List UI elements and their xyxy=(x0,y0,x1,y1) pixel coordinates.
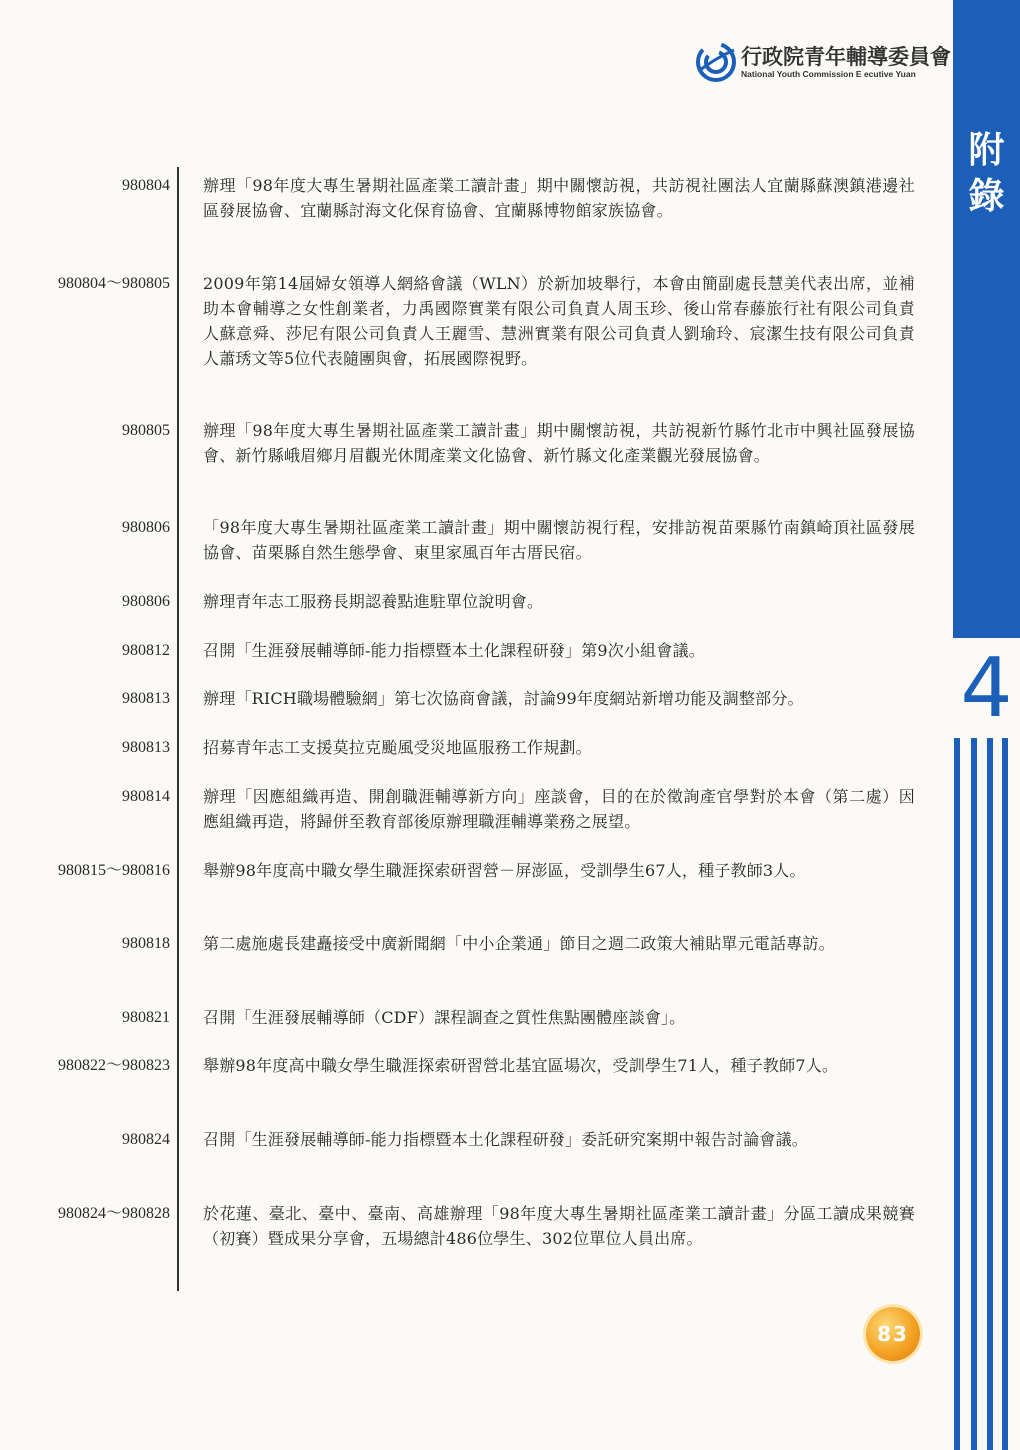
entry-description: 召開「生涯發展輔導師-能力指標暨本土化課程研發」第9次小組會議。 xyxy=(203,641,705,660)
decorative-stripe xyxy=(987,738,993,1450)
appendix-title-line2: 錄 xyxy=(968,176,1005,217)
entry-description: 第二處施處長建矗接受中廣新聞網「中小企業通」節目之週二政策大補貼單元電話專訪。 xyxy=(203,934,835,953)
entry-description: 「98年度大專生暑期社區產業工讀計畫」期中關懷訪視行程，安排訪視苗栗縣竹南鎮崎頂社區發展協會、苗栗縣自然生態學會、東里家風百年古厝民宿。 xyxy=(203,518,915,562)
side-band xyxy=(953,0,1020,638)
entry-date: 980824～980828 xyxy=(57,1205,170,1222)
entry-date: 980824 xyxy=(122,1131,170,1148)
entry-date: 980812 xyxy=(122,642,170,659)
entry-date: 980806 xyxy=(122,519,170,536)
entry-date: 980806 xyxy=(122,593,170,610)
entry-description: 舉辦98年度高中職女學生職涯探索研習營北基宜區場次，受訓學生71人，種子教師7人。 xyxy=(203,1056,839,1075)
chapter-number: 4 xyxy=(960,641,1013,736)
decorative-stripe xyxy=(1002,738,1008,1450)
entry-description: 舉辦98年度高中職女學生職涯探索研習營－屏澎區，受訓學生67人，種子教師3人。 xyxy=(203,861,806,880)
entry-description: 辦理「98年度大專生暑期社區產業工讀計畫」期中關懷訪視，共訪視社團法人宜蘭縣蘇澳鎮港邊社區發展協會、宜蘭縣討海文化保育協會、宜蘭縣博物館家族協會。 xyxy=(203,176,915,220)
entry-date: 980821 xyxy=(122,1009,170,1026)
page-number-badge xyxy=(866,1307,920,1361)
page-number: 83 xyxy=(877,1322,909,1346)
entry-date: 980815～980816 xyxy=(57,862,170,879)
entry-description: 召開「生涯發展輔導師（CDF）課程調查之質性焦點團體座談會」。 xyxy=(203,1008,686,1027)
entry-date: 980804～980805 xyxy=(57,275,170,292)
entry-date: 980818 xyxy=(122,935,170,952)
entry-description: 2009年第14屆婦女領導人網絡會議（WLN）於新加坡舉行，本會由簡副處長慧美代表出席，並補助本會輔導之女性創業者，力禹國際實業有限公司負責人周玉珍、後山常春藤旅行社有限公司負責人蘇意舜、莎尼有限公司負責人王麗雪、慧洲實業有限公司負責人劉瑜玲、宸潔生技有限公司負責人蕭琇文等5位代表隨團與會，拓展國際視野。 xyxy=(203,274,915,368)
entry-description: 招募青年志工支援莫拉克颱風受災地區服務工作規劃。 xyxy=(203,738,592,757)
entry-description: 於花蓮、臺北、臺中、臺南、高雄辦理「98年度大專生暑期社區產業工讀計畫」分區工讀成果競賽（初賽）暨成果分享會，五場總計486位學生、302位單位人員出席。 xyxy=(203,1204,915,1248)
entry-description: 辦理「98年度大專生暑期社區產業工讀計畫」期中關懷訪視，共訪視新竹縣竹北市中興社區發展協會、新竹縣峨眉鄉月眉觀光休閒產業文化協會、新竹縣文化產業觀光發展協會。 xyxy=(203,421,915,465)
entry-description: 召開「生涯發展輔導師-能力指標暨本土化課程研發」委託研究案期中報告討論會議。 xyxy=(203,1130,809,1149)
appendix-title-line1: 附 xyxy=(968,130,1005,171)
org-name-chinese: 行政院青年輔導委員會 xyxy=(741,45,951,69)
entry-date: 980822～980823 xyxy=(57,1057,170,1074)
entry-description: 辦理「RICH職場體驗網」第七次協商會議，討論99年度網站新增功能及調整部分。 xyxy=(203,689,804,708)
org-name-english: National Youth Commission E ecutive Yuan xyxy=(741,69,916,79)
decorative-stripe xyxy=(954,738,960,1450)
entry-date: 980813 xyxy=(122,690,170,707)
entry-date: 980813 xyxy=(122,739,170,756)
entry-date: 980814 xyxy=(122,788,170,805)
entry-date: 980805 xyxy=(122,422,170,439)
decorative-stripe xyxy=(971,738,977,1450)
entry-date: 980804 xyxy=(122,177,170,194)
appendix-title xyxy=(953,128,1020,220)
entry-description: 辦理「因應組織再造、開創職涯輔導新方向」座談會，目的在於徵詢產官學對於本會（第二處）因應組織再造，將歸併至教育部後原辦理職涯輔導業務之展望。 xyxy=(203,787,915,831)
entry-description: 辦理青年志工服務長期認養點進駐單位說明會。 xyxy=(203,592,544,611)
